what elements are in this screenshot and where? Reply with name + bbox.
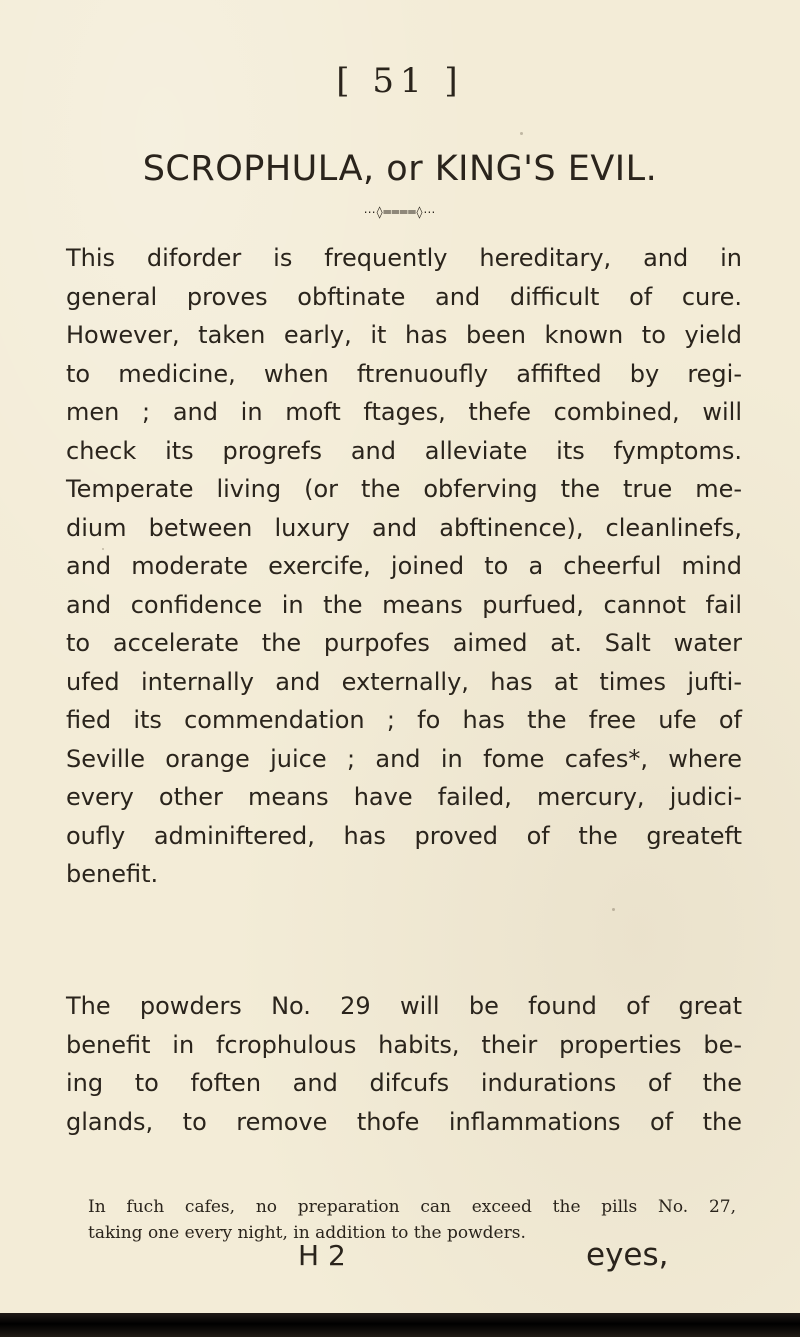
section-ornament: ⋯◊════◊⋯	[363, 205, 437, 219]
text-line: fied its commendation ; fo has the free ufe of	[66, 706, 742, 734]
signature-mark: H 2	[298, 1239, 346, 1272]
text-line: to medicine, when ftrenuoufly affifted by regi-	[66, 359, 742, 388]
text-line: The powders No. 29 will be found of great	[66, 992, 742, 1020]
page-title: SCROPHULA, or KING'S EVIL.	[142, 149, 658, 189]
page-number: [ 51 ]	[336, 61, 464, 101]
text-line: ing to foften and difcufs indurations of the	[66, 1069, 742, 1097]
text-line: This diforder is frequently hereditary, and in	[66, 244, 742, 272]
text-line: Seville orange juice ; and in fome cafes*, where	[66, 744, 742, 773]
text-line: check its progrefs and alleviate its fymptoms.	[66, 436, 742, 465]
scan-bottom-band	[0, 1313, 800, 1337]
text-line: glands, to remove thofe inflammations of the	[66, 1107, 742, 1136]
page-footer	[0, 1237, 800, 1282]
text-line: to accelerate the purpofes aimed at. Salt water	[66, 629, 742, 657]
footnote-line: In fuch cafes, no preparation can exceed the pills No. 27,	[88, 1197, 736, 1217]
text-line: oufly adminiftered, has proved of the greateft	[66, 821, 742, 850]
text-line: benefit.	[66, 860, 159, 888]
text-line: every other means have failed, mercury, judici-	[66, 783, 742, 811]
text-line: dium between luxury and abftinence), cleanlinefs,	[66, 513, 742, 542]
text-line: ufed internally and externally, has at times jufti-	[66, 667, 742, 696]
paper-speck	[520, 132, 523, 135]
footnote-line: taking one every night, in addition to the powders.	[88, 1223, 526, 1243]
paper-speck	[612, 908, 615, 911]
text-line: and confidence in the means purfued, cannot fail	[66, 590, 742, 619]
text-line: general proves obftinate and difficult of cure.	[66, 282, 742, 311]
text-line: However, taken early, it has been known to yield	[66, 321, 742, 349]
main-paragraph	[66, 239, 742, 894]
secondary-paragraph	[66, 987, 742, 1141]
catchword: eyes,	[586, 1237, 669, 1273]
text-line: men ; and in moft ftages, thefe combined, will	[66, 398, 742, 426]
text-line: and moderate exercife, joined to a cheerful mind	[66, 552, 742, 580]
text-line: benefit in fcrophulous habits, their properties be-	[66, 1030, 742, 1059]
text-line: Temperate living (or the obferving the true me-	[66, 475, 742, 503]
